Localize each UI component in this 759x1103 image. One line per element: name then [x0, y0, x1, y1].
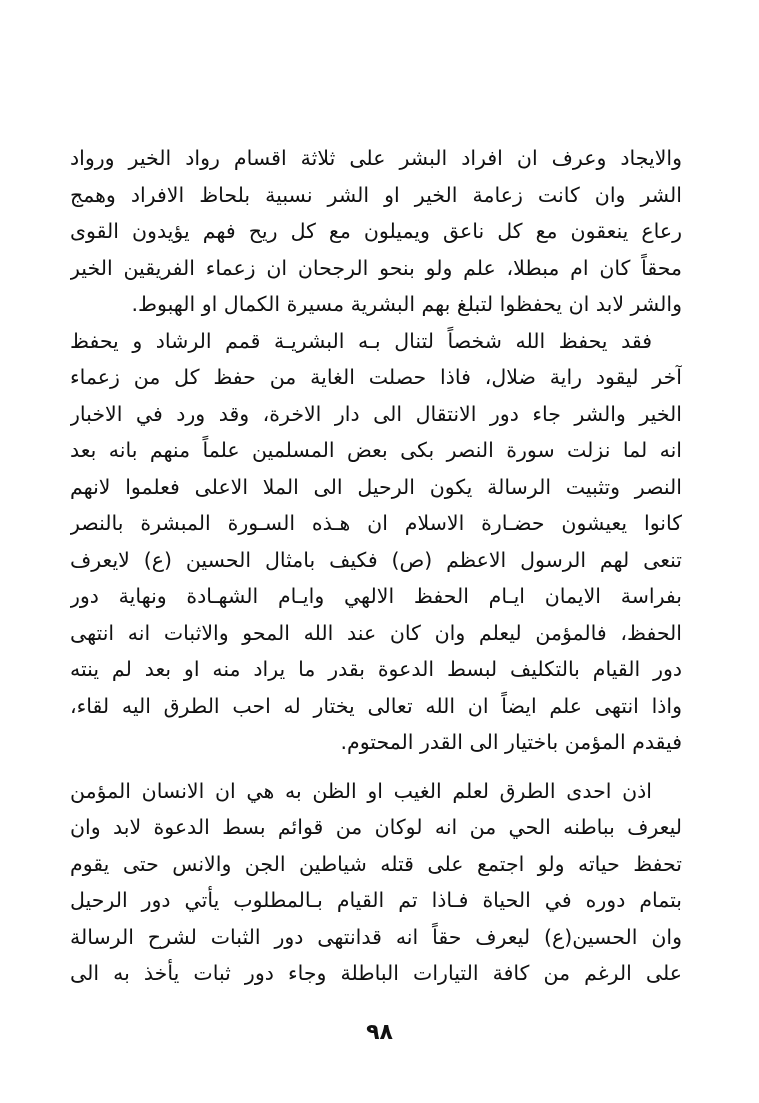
text-line: والايجاد وعرف ان افراد البشر على ثلاثة اقسام رواد الخير ورواد: [70, 146, 682, 170]
text-line: النصر وتثبيت الرسالة يكون الرحيل الى الملا الاعلى فعلموا لانهم: [70, 474, 682, 499]
text-line: الخير والشر جاء دور الانتقال الى دار الاخرة، وقد ورد في الاخبار: [70, 401, 682, 426]
text-line: ليعرف بباطنه الحي من انه لوكان من قوائم بسط الدعوة لابد وان: [70, 815, 682, 839]
page-number: ٩٨: [366, 1020, 393, 1045]
text-line: اذن احدى الطرق لعلم الغيب او الظن به هي ان الانسان المؤمن: [70, 778, 652, 803]
text-line: بتمام دوره في الحياة فـاذا تم القيام بـالمطلوب يأتي دور الرحيل: [70, 888, 682, 912]
text-line: فقد يحفظ الله شخصاً لتنال بـه البشريـة قمم الرشاد و يحفظ: [70, 328, 652, 353]
text-line: وان الحسين(ع) ليعرف حقاً انه قدانتهى دور الثبات لشرح الرسالة: [70, 924, 682, 949]
text-line: محقاً كان ام مبطلا، علم ولو بنحو الرجحان ان زعماء الفريقين الخير: [70, 255, 682, 280]
text-line: واذا انتهى علم ايضاً ان الله تعالى يختار له احب الطرق اليه لقاء،: [70, 693, 682, 718]
text-line: بفراسة الايمان ايـام الحفظ الالهي وايـام الشهـادة ونهاية دور: [70, 584, 682, 608]
text-line: فيقدم المؤمن باختيار الى القدر المحتوم.: [340, 730, 682, 754]
book-page: [70, 140, 682, 1080]
text-line: رعاع ينعقون مع كل ناعق ويميلون مع كل ريح فهم يؤيدون القوى: [70, 219, 682, 243]
text-line: انه لما نزلت سورة النصر بكى بعض المسلمين علماً منهم بانه بعد: [70, 438, 682, 462]
text-line: والشر لابد ان يحفظوا لتبلغ بهم البشرية مسيرة الكمال او الهبوط.: [131, 292, 682, 316]
paragraph-gap: [70, 761, 682, 773]
text-line: آخر ليقود راية ضلال، فاذا حصلت الغاية من حفظ كل من زعماء: [70, 365, 682, 389]
text-line: الشر وان كانت زعامة الخير او الشر نسبية بلحاظ الافراد وهمج: [70, 182, 682, 207]
paragraph-3: [70, 773, 682, 992]
text-line: على الرغم من كافة التيارات الباطلة وجاء دور ثبات يأخذ به الى: [70, 961, 682, 985]
paragraph-2: [70, 323, 682, 761]
text-line: الحفظ، فالمؤمن ليعلم وان كان عند الله المحو والاثبات انه انتهى: [70, 620, 682, 645]
text-line: دور القيام بالتكليف لبسط الدعوة بقدر ما يراد منه او بعد لم ينته: [70, 657, 682, 681]
text-line: كانوا يعيشون حضـارة الاسلام ان هـذه السـورة المبشرة بالنصر: [70, 511, 682, 535]
text-line: تنعى لهم الرسول الاعظم (ص) فكيف بامثال الحسين (ع) لايعرف: [70, 547, 682, 572]
text-line: تحفظ حياته ولو اجتمع على قتله شياطين الجن والانس حتى يقوم: [70, 851, 682, 876]
paragraph-1: [70, 140, 682, 323]
